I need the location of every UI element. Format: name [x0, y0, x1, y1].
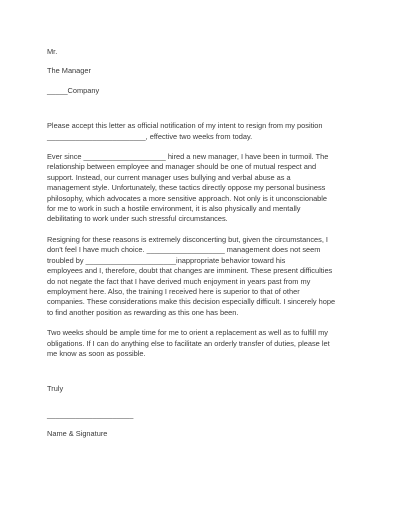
signature-line: _____________________	[47, 409, 134, 419]
recipient-role: The Manager	[47, 66, 91, 76]
closing-salutation: Truly	[47, 384, 64, 394]
paragraph-circumstances	[47, 235, 357, 318]
paragraph-line: Please accept this letter as official notification of my intent to resign from my position	[47, 121, 323, 131]
recipient-company: _____Company	[47, 85, 100, 95]
paragraph-line: don't feel I have much choice. ___________________ management does not seem	[47, 245, 321, 255]
paragraph-line: for me to work in such a hostile environment, it is also physically and mentally	[47, 204, 301, 214]
paragraph-line: support. Instead, our current manager uses bullying and verbal abuse as a	[47, 172, 291, 182]
paragraph-line: philosophy, which advocates a more sensitive approach. Not only is it unconscionable	[47, 193, 328, 203]
paragraph-line: do not negate the fact that I have derived much enjoyment in years past from my	[47, 276, 311, 286]
paragraph-line: management style. Unfortunately, these tactics directly oppose my personal business	[47, 183, 326, 193]
paragraph-line: to find another position as rewarding as this one has been.	[47, 307, 239, 317]
closing-block	[47, 384, 357, 439]
paragraph-line: companies. These considerations make this decision especially difficult. I sincerely hope	[47, 297, 336, 307]
paragraph-line: relationship between employee and manager should be one of mutual respect and	[47, 162, 317, 172]
paragraph-line: ________________________, effective two weeks from today.	[47, 131, 253, 141]
recipient-title: Mr.	[47, 47, 58, 56]
paragraph-line: debilitating to work under such stressful circumstances.	[47, 214, 228, 224]
recipient-address	[47, 47, 357, 96]
paragraph-line: obligations. If I can do anything else to facilitate an orderly transfer of duties, please let	[47, 338, 330, 348]
paragraph-line: troubled by ______________________inappropriate behavior toward his	[47, 255, 286, 265]
resignation-letter	[47, 47, 357, 440]
signature-label: Name & Signature	[47, 429, 108, 439]
paragraph-line: Ever since ____________________ hired a new manager, I have been in turmoil. The	[47, 152, 329, 162]
paragraph-reasons	[47, 152, 357, 225]
paragraph-line: employment here. Also, the training I received here is superior to that of other	[47, 286, 300, 296]
paragraph-line: employees and I, therefore, doubt that changes are imminent. These present difficulties	[47, 266, 333, 276]
paragraph-transition	[47, 328, 357, 359]
paragraph-notification	[47, 121, 357, 142]
paragraph-line: Resigning for these reasons is extremely disconcerting but, given the circumstances, I	[47, 234, 328, 244]
paragraph-line: me know as soon as possible.	[47, 348, 146, 358]
paragraph-line: Two weeks should be ample time for me to orient a replacement as well as to fulfill my	[47, 328, 328, 338]
